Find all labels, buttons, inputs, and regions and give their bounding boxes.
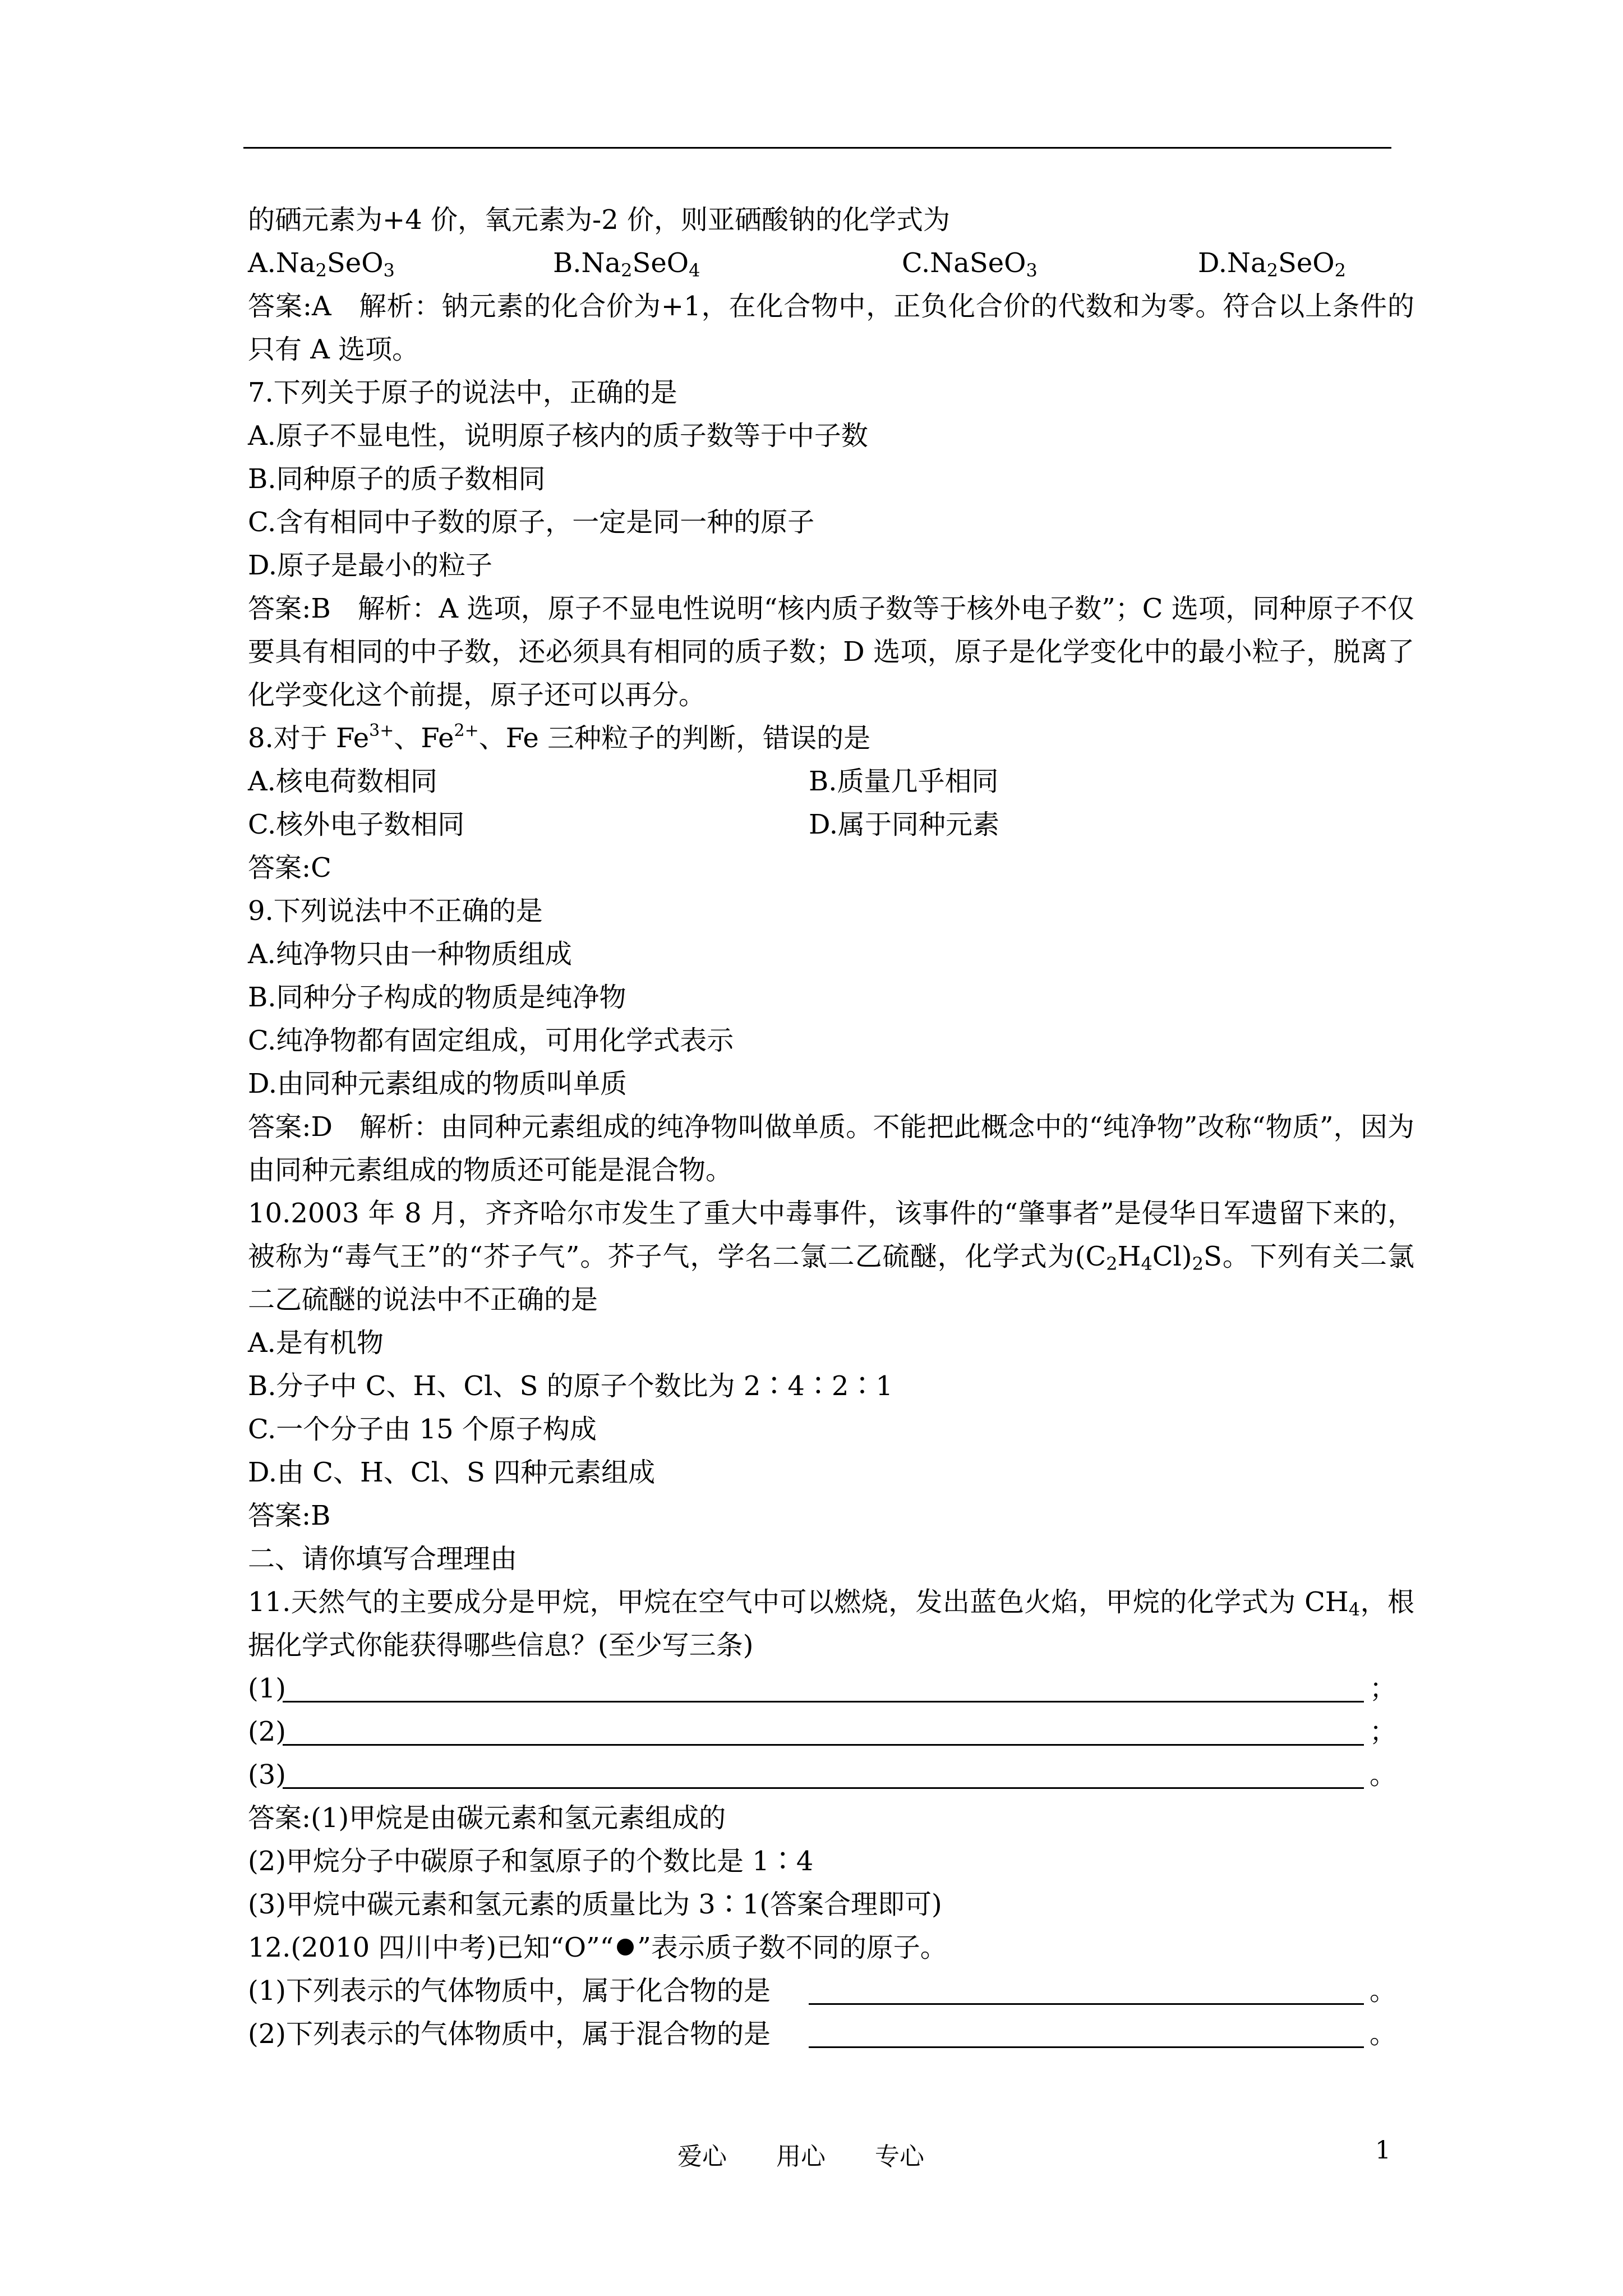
q8-option-d: D.属于同种元素 — [809, 809, 1000, 840]
footer-motto: 爱心 用心 专心 — [677, 2142, 924, 2171]
q6-option-b: $B.Na_2SeO_4$ — [553, 247, 700, 281]
q8-options-row-2 — [248, 803, 1414, 846]
answer-blank-line[interactable] — [283, 1667, 1364, 1703]
q6-answer: 答案:A 解析：钠元素的化合价为+1，在化合物中，正负化合价的代数和为零。符合以上条件的只有 A 选项。 — [248, 291, 1414, 365]
q8-option-a: A.核电荷数相同 — [248, 766, 437, 797]
q7-option-a: A.原子不显电性，说明原子核内的质子数等于中子数 — [248, 420, 868, 452]
q11-answer-2: (2)甲烷分子中碳原子和氢原子的个数比是 1∶4 — [248, 1846, 814, 1877]
q11-stem: 11.天然气的主要成分是甲烷，甲烷在空气中可以燃烧，发出蓝色火焰，甲烷的化学式为 $CH_4$，根据化学式你能获得哪些信息？(至少写三条) — [248, 1586, 1414, 1661]
q9-option-b: B.同种分子构成的物质是纯净物 — [248, 982, 626, 1013]
answer-blank-line[interactable] — [809, 1970, 1364, 2005]
q9-option-c: C.纯净物都有固定组成，可用化学式表示 — [248, 1025, 734, 1056]
q11-blank-3: (3) 。 — [248, 1754, 1414, 1797]
q12-part-2: (2)下列表示的气体物质中，属于混合物的是 。 — [248, 2013, 1414, 2056]
q7-option-c: C.含有相同中子数的原子，一定是同一种的原子 — [248, 507, 815, 538]
answer-blank-line[interactable] — [283, 1754, 1364, 1789]
q7-option-d: D.原子是最小的粒子 — [248, 550, 493, 581]
q10-option-a: A.是有机物 — [248, 1327, 384, 1359]
document-body — [248, 199, 1414, 2056]
answer-blank-line[interactable] — [283, 1710, 1364, 1746]
q11-answer-3: (3)甲烷中碳元素和氢元素的质量比为 3∶1(答案合理即可) — [248, 1889, 942, 1920]
q8-options-row-1 — [248, 760, 1414, 803]
header-rule — [243, 147, 1391, 149]
q6-option-a: $A.Na_2SeO_3$ — [248, 247, 395, 281]
q6-option-d: $D.Na_2SeO_2$ — [1198, 247, 1347, 281]
q10-option-b: B.分子中 C、H、Cl、S 的原子个数比为 2∶4∶2∶1 — [248, 1370, 893, 1402]
q12-stem: 12.(2010 四川中考)已知“O”“ ”表示质子数不同的原子。 — [248, 1932, 947, 1963]
q6-option-c: C.NaSeO$_3$ — [902, 247, 1038, 281]
q9-option-a: A.纯净物只由一种物质组成 — [248, 938, 572, 970]
q8-option-b: B.质量几乎相同 — [809, 766, 999, 797]
q6-options — [248, 242, 1414, 285]
q11-blank-1: (1) ； — [248, 1667, 1414, 1710]
q7-option-b: B.同种原子的质子数相同 — [248, 463, 546, 495]
q8-answer: 答案:C — [248, 852, 331, 884]
q6-stem-tail: 的硒元素为+4 价，氧元素为-2 价，则亚硒酸钠的化学式为 — [248, 204, 951, 236]
q9-option-d: D.由同种元素组成的物质叫单质 — [248, 1068, 628, 1099]
q8-option-c: C.核外电子数相同 — [248, 809, 465, 840]
q7-stem: 7.下列关于原子的说法中，正确的是 — [248, 377, 677, 408]
q9-stem: 9.下列说法中不正确的是 — [248, 895, 543, 927]
q10-stem: 10.2003 年 8 月，齐齐哈尔市发生了重大中毒事件，该事件的“肇事者”是侵华日军遗留下来的，被称为“毒气王”的“芥子气”。芥子气，学名二氯二乙硫醚，化学式为$(C_2H_4Cl)_2S$。下列有关二氯二乙硫醚的说法中不正确的是 — [248, 1198, 1414, 1315]
q11-answer-1: 答案:(1)甲烷是由碳元素和氢元素组成的 — [248, 1802, 726, 1834]
answer-blank-line[interactable] — [809, 2013, 1364, 2048]
page-number: 1 — [1375, 2136, 1391, 2165]
q10-option-d: D.由 C、H、Cl、S 四种元素组成 — [248, 1457, 656, 1488]
q10-answer: 答案:B — [248, 1500, 331, 1531]
q7-answer: 答案:B 解析：A 选项，原子不显电性说明“核内质子数等于核外电子数”；C 选项，同种原子不仅要具有相同的中子数，还必须具有相同的质子数；D 选项，原子是化学变化中的最小粒子，脱离了化学变化这个前提，原子还可以再分。 — [248, 593, 1414, 711]
section-2-heading: 二、请你填写合理理由 — [248, 1543, 518, 1575]
q8-stem: 8.对于 $Fe^{3+}$、$Fe^{2+}$、Fe 三种粒子的判断，错误的是 — [248, 721, 871, 754]
filled-circle-icon — [617, 1939, 634, 1955]
q10-option-c: C.一个分子由 15 个原子构成 — [248, 1414, 597, 1445]
q12-part-1: (1)下列表示的气体物质中，属于化合物的是 。 — [248, 1970, 1414, 2013]
q11-blank-2: (2) ； — [248, 1710, 1414, 1754]
q9-answer: 答案:D 解析：由同种元素组成的纯净物叫做单质。不能把此概念中的“纯净物”改称“物质”，因为由同种元素组成的物质还可能是混合物。 — [248, 1111, 1414, 1186]
